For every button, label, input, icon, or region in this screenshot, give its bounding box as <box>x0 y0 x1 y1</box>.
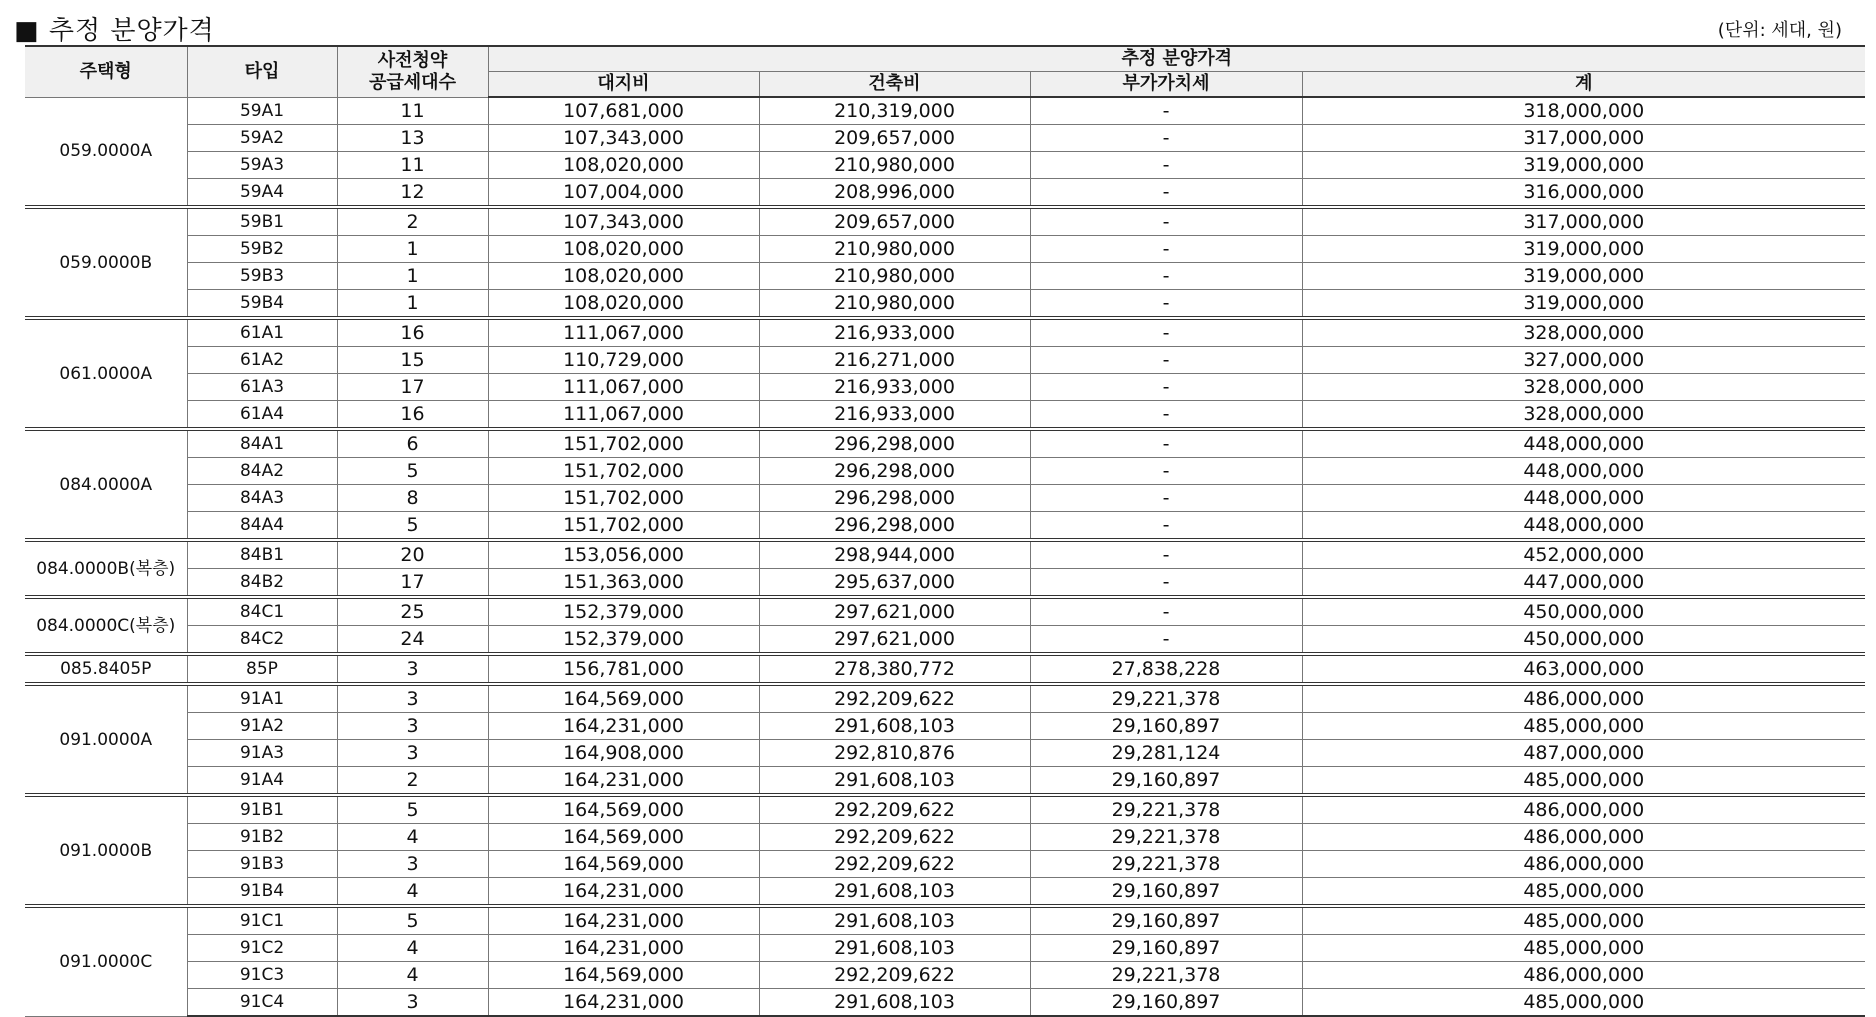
cell-land: 164,231,000 <box>488 989 759 1017</box>
cell-type: 59A2 <box>187 125 337 152</box>
cell-type: 59A1 <box>187 97 337 125</box>
cell-total: 485,000,000 <box>1302 935 1865 962</box>
cell-vat: 29,160,897 <box>1030 878 1302 907</box>
cell-total: 450,000,000 <box>1302 597 1865 626</box>
cell-vat: - <box>1030 429 1302 458</box>
table-row <box>25 290 1865 319</box>
cell-building: 297,621,000 <box>759 626 1030 655</box>
cell-supply: 17 <box>337 374 488 401</box>
table-row <box>25 458 1865 485</box>
cell-type: 59B2 <box>187 236 337 263</box>
cell-building: 295,637,000 <box>759 569 1030 598</box>
cell-vat: - <box>1030 152 1302 179</box>
cell-building: 291,608,103 <box>759 767 1030 796</box>
table-row <box>25 263 1865 290</box>
cell-type: 91C3 <box>187 962 337 989</box>
header-building: 건축비 <box>759 72 1030 98</box>
cell-land: 164,569,000 <box>488 824 759 851</box>
cell-total: 485,000,000 <box>1302 906 1865 935</box>
cell-land: 164,231,000 <box>488 767 759 796</box>
header-model: 주택형 <box>25 46 187 97</box>
title-bar <box>12 6 1842 46</box>
cell-supply: 4 <box>337 824 488 851</box>
cell-type: 61A3 <box>187 374 337 401</box>
cell-type: 84C1 <box>187 597 337 626</box>
cell-vat: 29,160,897 <box>1030 713 1302 740</box>
cell-supply: 3 <box>337 740 488 767</box>
table-row <box>25 569 1865 598</box>
table-row <box>25 824 1865 851</box>
page-title: ■ 추정 분양가격 <box>14 16 215 46</box>
cell-building: 209,657,000 <box>759 207 1030 236</box>
cell-supply: 1 <box>337 236 488 263</box>
cell-type: 91C4 <box>187 989 337 1017</box>
cell-supply: 3 <box>337 989 488 1017</box>
cell-type: 61A1 <box>187 318 337 347</box>
cell-land: 164,569,000 <box>488 795 759 824</box>
cell-total: 448,000,000 <box>1302 458 1865 485</box>
cell-land: 152,379,000 <box>488 597 759 626</box>
cell-land: 151,363,000 <box>488 569 759 598</box>
cell-supply: 3 <box>337 654 488 684</box>
cell-building: 210,980,000 <box>759 263 1030 290</box>
cell-type: 59A3 <box>187 152 337 179</box>
cell-building: 210,980,000 <box>759 236 1030 263</box>
cell-total: 447,000,000 <box>1302 569 1865 598</box>
cell-building: 210,319,000 <box>759 97 1030 125</box>
cell-supply: 16 <box>337 318 488 347</box>
cell-land: 164,231,000 <box>488 935 759 962</box>
cell-building: 209,657,000 <box>759 125 1030 152</box>
cell-building: 291,608,103 <box>759 989 1030 1017</box>
cell-model: 091.0000B <box>25 795 187 906</box>
cell-supply: 25 <box>337 597 488 626</box>
cell-vat: 29,221,378 <box>1030 962 1302 989</box>
cell-land: 151,702,000 <box>488 458 759 485</box>
cell-land: 110,729,000 <box>488 347 759 374</box>
cell-land: 111,067,000 <box>488 401 759 430</box>
cell-vat: - <box>1030 401 1302 430</box>
table-row <box>25 740 1865 767</box>
cell-total: 319,000,000 <box>1302 236 1865 263</box>
cell-supply: 1 <box>337 290 488 319</box>
cell-vat: - <box>1030 97 1302 125</box>
cell-land: 108,020,000 <box>488 236 759 263</box>
cell-land: 164,908,000 <box>488 740 759 767</box>
cell-type: 61A4 <box>187 401 337 430</box>
cell-total: 486,000,000 <box>1302 962 1865 989</box>
cell-total: 448,000,000 <box>1302 485 1865 512</box>
cell-type: 59A4 <box>187 179 337 208</box>
cell-building: 278,380,772 <box>759 654 1030 684</box>
table-row <box>25 935 1865 962</box>
cell-vat: 29,160,897 <box>1030 935 1302 962</box>
cell-vat: 29,221,378 <box>1030 795 1302 824</box>
cell-supply: 3 <box>337 684 488 713</box>
cell-total: 487,000,000 <box>1302 740 1865 767</box>
cell-land: 164,231,000 <box>488 906 759 935</box>
header-land: 대지비 <box>488 72 759 98</box>
cell-building: 210,980,000 <box>759 152 1030 179</box>
table-row <box>25 540 1865 569</box>
table-row <box>25 767 1865 796</box>
cell-total: 463,000,000 <box>1302 654 1865 684</box>
cell-supply: 3 <box>337 851 488 878</box>
cell-building: 210,980,000 <box>759 290 1030 319</box>
cell-supply: 5 <box>337 512 488 541</box>
cell-building: 291,608,103 <box>759 906 1030 935</box>
table-row <box>25 878 1865 907</box>
cell-land: 164,231,000 <box>488 713 759 740</box>
cell-building: 296,298,000 <box>759 485 1030 512</box>
cell-type: 91B1 <box>187 795 337 824</box>
cell-building: 291,608,103 <box>759 935 1030 962</box>
cell-type: 59B4 <box>187 290 337 319</box>
cell-supply: 11 <box>337 152 488 179</box>
header-supply <box>337 46 488 97</box>
cell-type: 84A4 <box>187 512 337 541</box>
cell-model: 084.0000C(복층) <box>25 597 187 654</box>
cell-land: 107,004,000 <box>488 179 759 208</box>
cell-building: 296,298,000 <box>759 512 1030 541</box>
cell-total: 448,000,000 <box>1302 512 1865 541</box>
cell-supply: 5 <box>337 795 488 824</box>
cell-model: 091.0000C <box>25 906 187 1016</box>
cell-total: 328,000,000 <box>1302 374 1865 401</box>
cell-supply: 17 <box>337 569 488 598</box>
cell-land: 151,702,000 <box>488 512 759 541</box>
table-row <box>25 989 1865 1017</box>
table-row <box>25 347 1865 374</box>
cell-supply: 1 <box>337 263 488 290</box>
cell-building: 292,810,876 <box>759 740 1030 767</box>
cell-land: 111,067,000 <box>488 374 759 401</box>
table-row <box>25 485 1865 512</box>
cell-total: 319,000,000 <box>1302 290 1865 319</box>
cell-vat: - <box>1030 485 1302 512</box>
cell-building: 298,944,000 <box>759 540 1030 569</box>
table-row <box>25 597 1865 626</box>
table-row <box>25 236 1865 263</box>
cell-type: 61A2 <box>187 347 337 374</box>
cell-supply: 4 <box>337 962 488 989</box>
cell-supply: 4 <box>337 878 488 907</box>
table-row <box>25 318 1865 347</box>
cell-building: 292,209,622 <box>759 962 1030 989</box>
cell-model: 085.8405P <box>25 654 187 684</box>
cell-vat: 29,160,897 <box>1030 989 1302 1017</box>
cell-land: 151,702,000 <box>488 429 759 458</box>
header-type: 타입 <box>187 46 337 97</box>
cell-total: 319,000,000 <box>1302 263 1865 290</box>
cell-type: 84C2 <box>187 626 337 655</box>
cell-building: 216,933,000 <box>759 401 1030 430</box>
cell-total: 316,000,000 <box>1302 179 1865 208</box>
cell-land: 164,569,000 <box>488 851 759 878</box>
table-row <box>25 795 1865 824</box>
cell-type: 84A1 <box>187 429 337 458</box>
cell-total: 486,000,000 <box>1302 824 1865 851</box>
cell-type: 91A4 <box>187 767 337 796</box>
cell-supply: 5 <box>337 458 488 485</box>
cell-land: 156,781,000 <box>488 654 759 684</box>
table-row <box>25 374 1865 401</box>
table-row <box>25 152 1865 179</box>
cell-type: 84A2 <box>187 458 337 485</box>
cell-vat: - <box>1030 318 1302 347</box>
cell-total: 328,000,000 <box>1302 318 1865 347</box>
cell-land: 153,056,000 <box>488 540 759 569</box>
table-row <box>25 654 1865 684</box>
cell-total: 318,000,000 <box>1302 97 1865 125</box>
cell-type: 91B4 <box>187 878 337 907</box>
cell-model: 084.0000A <box>25 429 187 540</box>
cell-building: 208,996,000 <box>759 179 1030 208</box>
cell-building: 216,933,000 <box>759 318 1030 347</box>
cell-total: 319,000,000 <box>1302 152 1865 179</box>
cell-vat: - <box>1030 540 1302 569</box>
cell-type: 91B2 <box>187 824 337 851</box>
cell-model: 061.0000A <box>25 318 187 429</box>
cell-building: 291,608,103 <box>759 713 1030 740</box>
cell-type: 91A3 <box>187 740 337 767</box>
cell-type: 91A1 <box>187 684 337 713</box>
cell-vat: 29,221,378 <box>1030 824 1302 851</box>
cell-land: 152,379,000 <box>488 626 759 655</box>
table-row <box>25 125 1865 152</box>
cell-supply: 4 <box>337 935 488 962</box>
table-row <box>25 684 1865 713</box>
cell-type: 84B2 <box>187 569 337 598</box>
cell-vat: - <box>1030 290 1302 319</box>
cell-type: 91C2 <box>187 935 337 962</box>
cell-supply: 6 <box>337 429 488 458</box>
cell-building: 297,621,000 <box>759 597 1030 626</box>
cell-type: 91C1 <box>187 906 337 935</box>
unit-note: (단위: 세대, 원) <box>1717 20 1842 41</box>
cell-total: 485,000,000 <box>1302 713 1865 740</box>
cell-vat: - <box>1030 569 1302 598</box>
cell-land: 164,569,000 <box>488 962 759 989</box>
cell-total: 485,000,000 <box>1302 878 1865 907</box>
cell-supply: 20 <box>337 540 488 569</box>
cell-vat: - <box>1030 512 1302 541</box>
table-row <box>25 207 1865 236</box>
cell-model: 084.0000B(복층) <box>25 540 187 597</box>
cell-model: 091.0000A <box>25 684 187 795</box>
cell-type: 84A3 <box>187 485 337 512</box>
cell-type: 91B3 <box>187 851 337 878</box>
cell-vat: - <box>1030 207 1302 236</box>
cell-supply: 8 <box>337 485 488 512</box>
cell-type: 59B1 <box>187 207 337 236</box>
cell-total: 328,000,000 <box>1302 401 1865 430</box>
cell-vat: 29,221,378 <box>1030 684 1302 713</box>
table-row <box>25 906 1865 935</box>
cell-supply: 2 <box>337 207 488 236</box>
cell-supply: 3 <box>337 713 488 740</box>
cell-total: 485,000,000 <box>1302 989 1865 1017</box>
cell-building: 292,209,622 <box>759 795 1030 824</box>
cell-land: 108,020,000 <box>488 290 759 319</box>
cell-supply: 12 <box>337 179 488 208</box>
cell-land: 108,020,000 <box>488 263 759 290</box>
price-table <box>25 45 1865 1017</box>
cell-supply: 16 <box>337 401 488 430</box>
cell-vat: - <box>1030 597 1302 626</box>
cell-vat: - <box>1030 236 1302 263</box>
cell-vat: - <box>1030 179 1302 208</box>
cell-vat: - <box>1030 374 1302 401</box>
table-row <box>25 512 1865 541</box>
cell-vat: - <box>1030 263 1302 290</box>
cell-vat: - <box>1030 347 1302 374</box>
cell-building: 292,209,622 <box>759 824 1030 851</box>
cell-land: 108,020,000 <box>488 152 759 179</box>
header-price-group: 추정 분양가격 <box>488 46 1865 72</box>
cell-model: 059.0000A <box>25 97 187 207</box>
cell-type: 85P <box>187 654 337 684</box>
cell-building: 216,933,000 <box>759 374 1030 401</box>
cell-land: 164,231,000 <box>488 878 759 907</box>
cell-vat: 29,160,897 <box>1030 906 1302 935</box>
cell-building: 291,608,103 <box>759 878 1030 907</box>
cell-building: 216,271,000 <box>759 347 1030 374</box>
cell-total: 327,000,000 <box>1302 347 1865 374</box>
table-row <box>25 962 1865 989</box>
table-header <box>25 46 1865 97</box>
cell-vat: 29,221,378 <box>1030 851 1302 878</box>
cell-model: 059.0000B <box>25 207 187 318</box>
cell-total: 486,000,000 <box>1302 684 1865 713</box>
table-row <box>25 401 1865 430</box>
cell-land: 111,067,000 <box>488 318 759 347</box>
cell-type: 84B1 <box>187 540 337 569</box>
cell-land: 151,702,000 <box>488 485 759 512</box>
cell-vat: 27,838,228 <box>1030 654 1302 684</box>
cell-total: 452,000,000 <box>1302 540 1865 569</box>
cell-land: 107,343,000 <box>488 125 759 152</box>
header-supply-line2: 공급세대수 <box>369 71 456 93</box>
table-row <box>25 97 1865 125</box>
cell-supply: 2 <box>337 767 488 796</box>
table-row <box>25 626 1865 655</box>
cell-vat: - <box>1030 458 1302 485</box>
cell-type: 91A2 <box>187 713 337 740</box>
cell-type: 59B3 <box>187 263 337 290</box>
table-row <box>25 851 1865 878</box>
cell-total: 486,000,000 <box>1302 795 1865 824</box>
cell-land: 107,681,000 <box>488 97 759 125</box>
cell-total: 450,000,000 <box>1302 626 1865 655</box>
cell-land: 107,343,000 <box>488 207 759 236</box>
cell-supply: 5 <box>337 906 488 935</box>
header-vat: 부가가치세 <box>1030 72 1302 98</box>
header-total: 계 <box>1302 72 1865 98</box>
cell-total: 448,000,000 <box>1302 429 1865 458</box>
header-supply-line1: 사전청약 <box>377 49 448 71</box>
cell-vat: - <box>1030 626 1302 655</box>
cell-building: 296,298,000 <box>759 458 1030 485</box>
table-row <box>25 713 1865 740</box>
table-row <box>25 179 1865 208</box>
cell-supply: 15 <box>337 347 488 374</box>
cell-total: 485,000,000 <box>1302 767 1865 796</box>
cell-supply: 24 <box>337 626 488 655</box>
table-row <box>25 429 1865 458</box>
cell-supply: 13 <box>337 125 488 152</box>
cell-building: 292,209,622 <box>759 851 1030 878</box>
cell-land: 164,569,000 <box>488 684 759 713</box>
cell-total: 317,000,000 <box>1302 207 1865 236</box>
cell-supply: 11 <box>337 97 488 125</box>
cell-building: 296,298,000 <box>759 429 1030 458</box>
table-body <box>25 97 1865 1016</box>
cell-building: 292,209,622 <box>759 684 1030 713</box>
cell-total: 486,000,000 <box>1302 851 1865 878</box>
cell-vat: - <box>1030 125 1302 152</box>
cell-total: 317,000,000 <box>1302 125 1865 152</box>
cell-vat: 29,281,124 <box>1030 740 1302 767</box>
cell-vat: 29,160,897 <box>1030 767 1302 796</box>
